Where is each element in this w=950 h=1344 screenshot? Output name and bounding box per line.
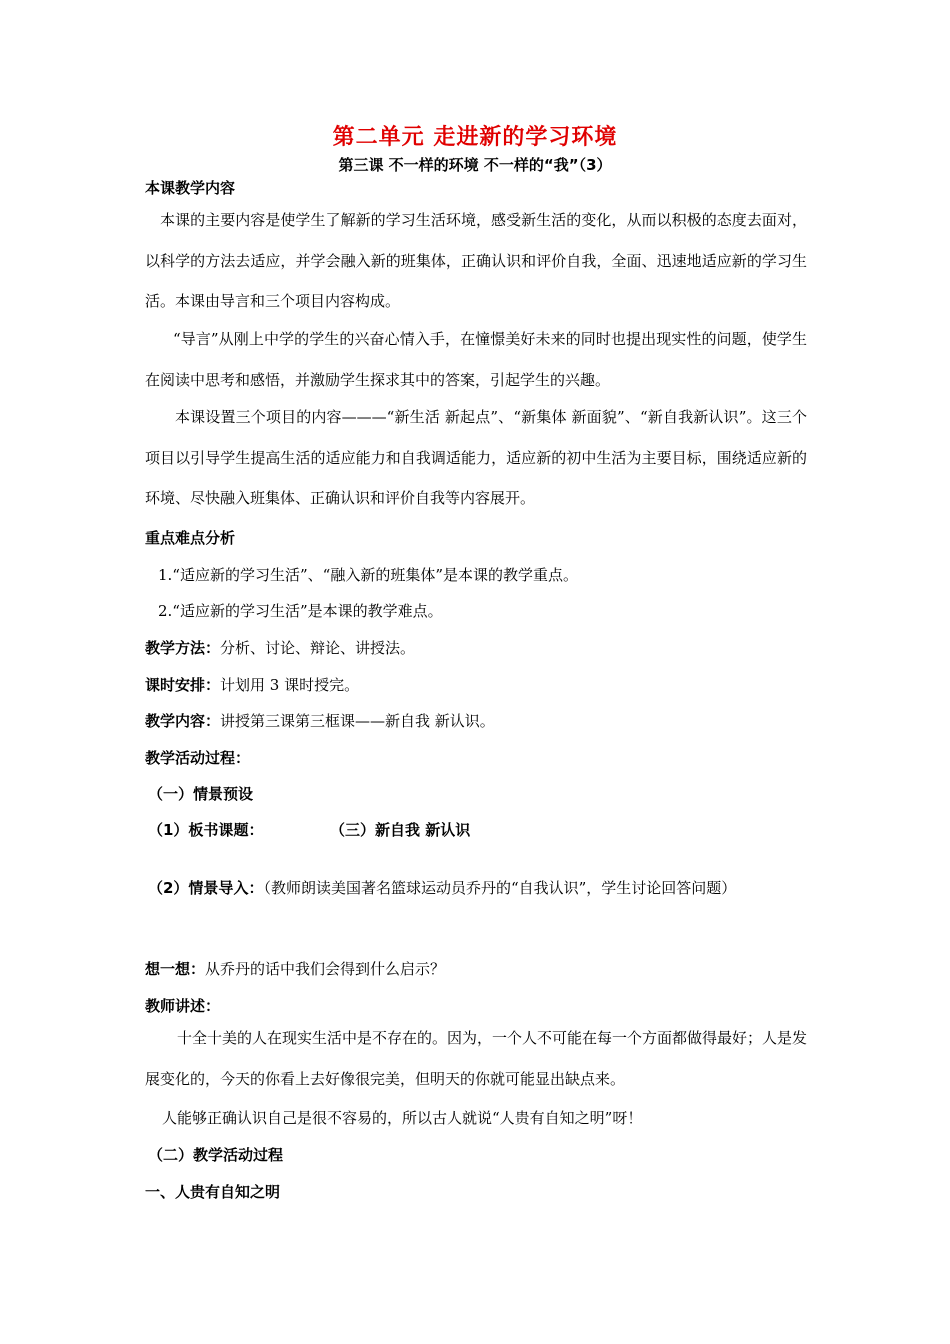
think-label: 想一想：: [145, 960, 206, 978]
activity-heading: （二）教学活动过程: [148, 1146, 284, 1164]
schedule-line: [145, 674, 359, 695]
teaching-content-label: 教学内容：: [145, 712, 221, 730]
document-title: 第二单元 走进新的学习环境: [332, 125, 618, 150]
point-1-heading: 一、人贵有自知之明: [145, 1183, 281, 1201]
teaching-content-line: [145, 710, 495, 731]
content-paragraph-3: 本课设置三个项目的内容———“新生活 新起点”、“新集体 新面貌”、“新自我新认识”。这三个项目以引导学生提高生活的适应能力和自我调适能力，适应新的初中生活为主要目标，围绕适应新的环境、尽快融入班集体、正确认识和评价自我等内容展开。: [145, 408, 807, 507]
key-point-2: 2.“适应新的学习生活”是本课的教学难点。: [158, 602, 443, 620]
scene-heading: （一）情景预设: [148, 785, 254, 803]
method-value: 分析、讨论、辩论、讲授法。: [220, 639, 416, 657]
teaching-content-value: 讲授第三课第三框课——新自我 新认识。: [220, 712, 495, 730]
intro-value: （教师朗读美国著名篮球运动员乔丹的“自我认识”，学生讨论回答问题）: [263, 879, 737, 897]
teacher-heading: 教师讲述：: [145, 997, 221, 1015]
lesson-subtitle: 第三课 不一样的环境 不一样的“我”（3）: [338, 156, 612, 174]
content-heading: 本课教学内容: [145, 179, 236, 197]
board-label: （1）板书课题：: [148, 821, 264, 839]
teacher-paragraph-1: 十全十美的人在现实生活中是不存在的。因为，一个人不可能在每一个方面都做得最好；人是发展变化的，今天的你看上去好像很完美，但明天的你就可能显出缺点来。: [145, 1029, 808, 1088]
content-paragraph-2: “导言”从刚上中学的学生的兴奋心情入手，在憧憬美好未来的同时也提出现实性的问题，使学生在阅读中思考和感悟，并激励学生探求其中的答案，引起学生的兴趣。: [145, 330, 807, 389]
key-points-heading: 重点难点分析: [145, 529, 236, 547]
intro-label: （2）情景导入：: [148, 879, 264, 897]
schedule-label: 课时安排：: [145, 676, 221, 694]
think-value: 从乔丹的话中我们会得到什么启示？: [205, 960, 446, 978]
think-line: [145, 958, 445, 979]
intro-paragraph: [148, 868, 807, 909]
method-line: [145, 637, 415, 658]
key-point-1: 1.“适应新的学习生活”、“融入新的班集体”是本课的教学重点。: [158, 566, 578, 584]
board-value: （三）新自我 新认识: [330, 821, 471, 839]
method-label: 教学方法：: [145, 639, 221, 657]
teacher-paragraph-2: 人能够正确认识自己是很不容易的，所以古人就说“人贵有自知之明”呀！: [162, 1109, 643, 1127]
content-paragraph-1: 本课的主要内容是使学生了解新的学习生活环境，感受新生活的变化，从而以积极的态度去面对，以科学的方法去适应，并学会融入新的班集体，正确认识和评价自我，全面、迅速地适应新的学习生活。本课由导言和三个项目内容构成。: [145, 211, 807, 310]
process-heading: 教学活动过程：: [145, 749, 251, 767]
schedule-value: 计划用 3 课时授完。: [220, 676, 360, 694]
